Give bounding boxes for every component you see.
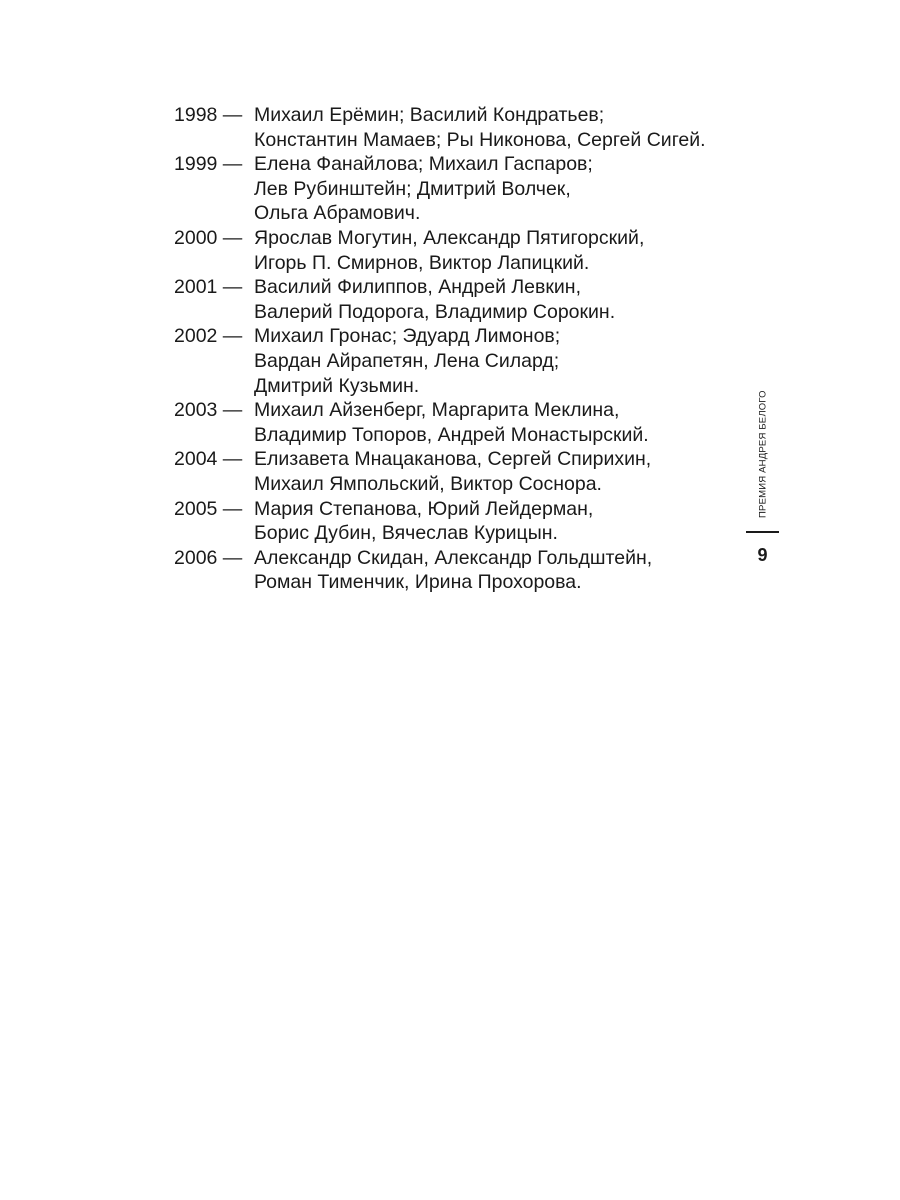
entry-line: Михаил Ерёмин; Василий Кондратьев; (254, 104, 605, 126)
entry-line: Мария Степанова, Юрий Лейдерман, (254, 497, 594, 520)
list-item (174, 546, 734, 595)
entry-year: 1998 — (174, 104, 243, 126)
entry-year: 2003 — (174, 399, 243, 422)
running-head: ПРЕМИЯ АНДРЕЯ БЕЛОГО (757, 390, 769, 518)
list-item (174, 103, 734, 152)
list-item (174, 447, 734, 496)
entry-names (254, 152, 734, 226)
entry-line: Константин Мамаев; Ры Никонова, Сергей Сигей. (254, 128, 706, 151)
entry-names (254, 398, 734, 447)
list-item (174, 398, 734, 447)
entry-line: Ярослав Могутин, Александр Пятигорский, (254, 226, 645, 249)
entry-line: Владимир Топоров, Андрей Монастырский. (254, 423, 649, 446)
entry-line: Лев Рубинштейн; Дмитрий Волчек, (254, 177, 571, 200)
entry-line: Борис Дубин, Вячеслав Курицын. (254, 522, 558, 545)
entry-names (254, 447, 734, 496)
entry-year: 2000 — (174, 226, 243, 249)
entry-line: Михаил Гронас; Эдуард Лимонов; (254, 325, 561, 348)
entry-year: 2001 — (174, 276, 243, 299)
page-number-rule (746, 531, 779, 533)
entry-names (254, 275, 734, 324)
entry-year: 2004 — (174, 448, 243, 471)
entry-names (254, 226, 734, 275)
entry-year: 2002 — (174, 325, 243, 348)
list-item (174, 324, 734, 398)
list-item (174, 152, 734, 226)
entry-year: 2005 — (174, 497, 243, 520)
list-item (174, 497, 734, 546)
page-number: 9 (757, 545, 768, 565)
entry-names (254, 546, 734, 595)
list-item (174, 226, 734, 275)
entry-line: Александр Скидан, Александр Гольдштейн, (254, 546, 653, 569)
entry-names (254, 324, 734, 398)
entry-year: 1999 — (174, 153, 243, 176)
entry-line: Игорь П. Смирнов, Виктор Лапицкий. (254, 251, 590, 274)
entry-names (254, 103, 734, 152)
entry-line: Роман Тименчик, Ирина Прохорова. (254, 571, 582, 594)
laureates-list (174, 103, 734, 595)
entry-line: Дмитрий Кузьмин. (254, 374, 420, 397)
list-item (174, 275, 734, 324)
entry-names (254, 497, 734, 546)
entry-line: Василий Филиппов, Андрей Левкин, (254, 276, 581, 299)
entry-line: Вардан Айрапетян, Лена Силард; (254, 349, 560, 372)
entry-line: Михаил Айзенберг, Маргарита Меклина, (254, 399, 620, 422)
entry-line: Елена Фанайлова; Михаил Гаспаров; (254, 153, 593, 176)
entry-line: Михаил Ямпольский, Виктор Соснора. (254, 472, 602, 495)
entry-year: 2006 — (174, 546, 243, 569)
entry-line: Елизавета Мнацаканова, Сергей Спирихин, (254, 448, 652, 471)
entry-line: Ольга Абрамович. (254, 202, 421, 225)
entry-line: Валерий Подорога, Владимир Сорокин. (254, 300, 616, 323)
